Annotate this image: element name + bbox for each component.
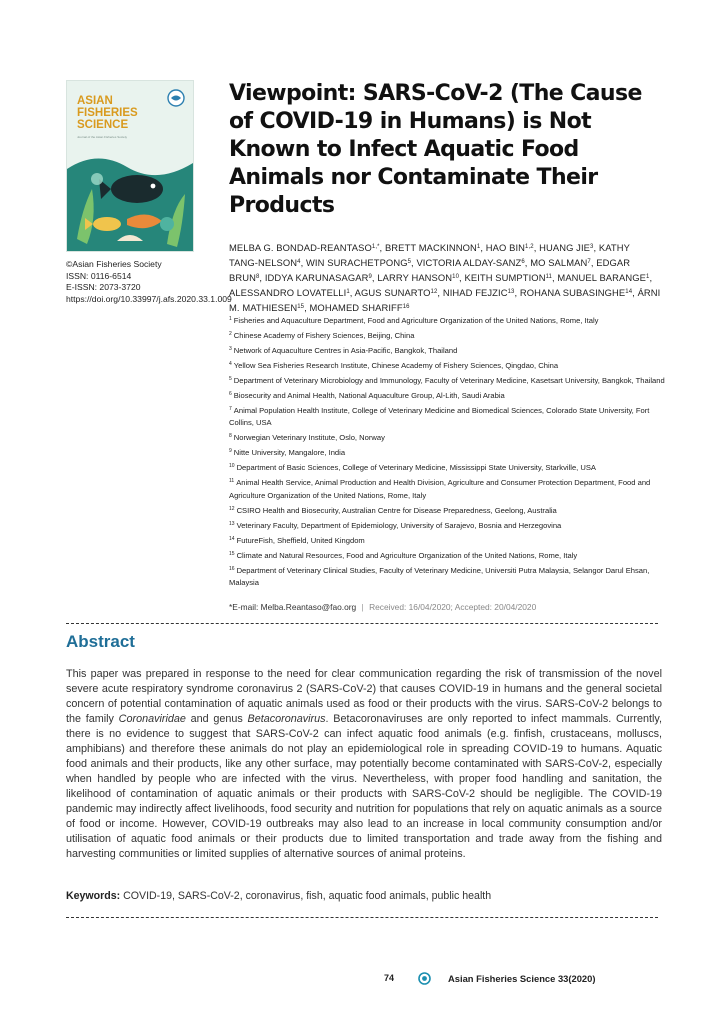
affiliation-number: 5 (229, 376, 232, 382)
affiliation-number: 2 (229, 331, 232, 337)
page-number: 74 (384, 973, 395, 983)
author-affiliation-ref: 7 (587, 259, 591, 265)
abstract-italic-term: Betacoronavirus (247, 713, 326, 725)
author-name: BRETT MACKINNON (384, 242, 477, 253)
affiliation-number: 10 (229, 463, 235, 470)
author-name: MANUEL BARANGE (557, 272, 646, 283)
affiliation-number: 16 (229, 565, 235, 572)
affiliation-text: Network of Aquaculture Centres in Asia-Pacific, Bangkok, Thailand (233, 346, 458, 355)
author-affiliation-ref: 14 (625, 289, 633, 295)
affiliation-item (229, 315, 669, 327)
keywords-line (66, 890, 491, 902)
affiliation-text: Climate and Natural Resources, Food and Agriculture Organization of the United Nations, Rome, Italy (236, 550, 578, 560)
author-list: MELBA G. BONDAD-$REANTASO^{1,*}$, BRETT MACKINNON$^1$, HAO BIN$^{1,2}$, HUANG JIE$^3$, KATHY TANG-NELSON$^4$, WIN SURACHETPONG$^5$, VICTORIA ALDAY-SANZ$^6$, MO SALMAN$^7$, EDGAR BRUN$^8$, IDDYA KARUNASAGAR$^9$, LARRY HANSON$^{10}$, KEITH SUMPTION$^{11}$, MANUEL BARANGE$^1$, ALESSANDRO LOVATELLI$^1$, AGUS SUNARTO$^{12}$, NIHAD FEJZIC$^{13}$, ROHANA SUBASINGHE$^{14}$, ÁRNI M. MATHIESEN$^{15}$, MOHAMED SHARIFF$^{16}$ (229, 242, 661, 313)
affiliation-text: CSIRO Health and Biosecurity, Australian Centre for Disease Preparedness, Geelong, Australia (236, 505, 557, 515)
journal-meta (66, 259, 232, 305)
affiliation-item (229, 477, 669, 502)
affiliation-text: Biosecurity and Animal Health, National Aquaculture Group, Al-Lith, Saudi Arabia (233, 391, 505, 400)
affiliation-number: 6 (229, 391, 232, 397)
affiliation-number: 11 (229, 478, 235, 485)
author-affiliation-ref: 3 (590, 244, 594, 250)
author-affiliation-ref: 6 (521, 259, 525, 265)
affiliation-number: 3 (229, 346, 232, 352)
author-name: ÁRNI M. MATHIESEN (229, 287, 661, 313)
society-logo-icon (167, 89, 185, 107)
affiliation-text: Animal Population Health Institute, College of Veterinary Medicine and Biomedical Sciences, Colorado State University, Fort Collins, USA (229, 406, 650, 428)
affiliation-item (229, 565, 669, 590)
abstract-segment: and genus (185, 713, 248, 725)
cover-subtitle: Journal of the Asian Fisheries Society (77, 135, 128, 139)
affiliation-text: Norwegian Veterinary Institute, Oslo, Norway (233, 433, 385, 443)
affiliation-number: 9 (229, 448, 232, 455)
page-footer (0, 970, 724, 990)
author-affiliation-ref: 13 (507, 289, 515, 295)
affiliation-text: Chinese Academy of Fishery Sciences, Beijing, China (233, 331, 415, 340)
keywords-label: Keywords: (66, 890, 121, 902)
affiliation-item (229, 447, 669, 459)
abstract-text (66, 667, 662, 862)
affiliation-text: Department of Basic Sciences, College of Veterinary Medicine, Mississippi State University, Starkville, USA (236, 463, 597, 473)
author-affiliation-ref: 4 (297, 259, 301, 265)
affiliation-item (229, 345, 669, 357)
author-name: MOHAMED SHARIFF (309, 302, 403, 313)
correspondence-line (229, 602, 536, 612)
affiliation-text: FutureFish, Sheffield, United Kingdom (236, 535, 365, 545)
affiliation-text: Department of Veterinary Clinical Studies, Faculty of Veterinary Medicine, Universiti Putra Malaysia, Selangor Darul Ehsan, Malaysia (229, 565, 650, 588)
author-name: ALESSANDRO LOVATELLI (229, 287, 347, 298)
author-name: AGUS SUNARTO (354, 287, 431, 298)
author-affiliation-ref: 15 (297, 304, 305, 310)
copyright-line: ©Asian Fisheries Society (66, 259, 162, 269)
affiliation-item (229, 360, 669, 372)
author-affiliation-ref: 9 (368, 274, 372, 280)
separator: | (361, 602, 364, 612)
correspondence-email[interactable]: *E-mail: Melba.Reantaso@fao.org (229, 602, 357, 612)
author-affiliation-ref: 10 (452, 274, 460, 280)
affiliation-item (229, 390, 669, 402)
keywords-text: COVID-19, SARS-CoV-2, coronavirus, fish, aquatic food animals, public health (123, 890, 492, 902)
author-affiliation-ref: 11 (545, 274, 552, 280)
eissn-line: E-ISSN: 2073-3720 (66, 282, 141, 293)
author-affiliation-ref: 5 (407, 259, 412, 265)
author-affiliation-ref: 1,* (371, 244, 380, 250)
affiliation-number: 8 (229, 433, 232, 440)
affiliation-number: 7 (229, 406, 232, 412)
doi-link[interactable]: https://doi.org/10.33997/j.afs.2020.33.1.009 (66, 293, 232, 304)
author-name: HAO BIN (485, 242, 526, 253)
affiliation-item (229, 520, 669, 532)
author-name: LARRY HANSON (377, 272, 453, 283)
affiliation-number: 14 (229, 535, 235, 542)
author-name: VICTORIA ALDAY-SANZ (416, 257, 522, 268)
author-affiliation-ref: 1 (346, 289, 350, 295)
affiliation-text: Yellow Sea Fisheries Research Institute, Chinese Academy of Fishery Sciences, Qingdao, China (233, 361, 559, 370)
affiliation-item (229, 405, 669, 430)
received-accepted-dates: Received: 16/04/2020; Accepted: 20/04/2020 (369, 602, 537, 612)
affiliation-text: Fisheries and Aquaculture Department, Food and Agriculture Organization of the United Nations, Rome, Italy (233, 316, 599, 325)
affiliation-item (229, 432, 669, 444)
divider-top (66, 623, 658, 624)
abstract-italic-term: Coronaviridae (118, 713, 186, 725)
author-name: WIN SURACHETPONG (305, 257, 408, 268)
affiliation-item (229, 550, 669, 562)
affiliation-item (229, 535, 669, 547)
affiliation-item (229, 330, 669, 342)
affiliation-text: Veterinary Faculty, Department of Epidemiology, University of Sarajevo, Bosnia and Herzegovina (236, 520, 562, 530)
journal-name: Asian Fisheries Science 33(2020) (448, 973, 596, 984)
paper-title: Viewpoint: SARS-CoV-2 (The Cause of COVID-19 in Humans) is Not Known to Infect Aquatic Food Animals nor Contaminate Their Products (229, 81, 642, 218)
affiliation-list (229, 315, 669, 592)
affiliation-text: Department of Veterinary Microbiology and Immunology, Faculty of Veterinary Medicine, Kasetsart University, Bangkok, Thailand (233, 376, 665, 385)
author-affiliation-ref: 16 (402, 304, 410, 310)
author-name: IDDYA KARUNASAGAR (264, 272, 369, 283)
author-name: MO SALMAN (530, 257, 588, 268)
affiliation-item (229, 462, 669, 474)
abstract-segment: This paper was prepared in response to the need for clear communication regarding the risk of transmission of the novel severe acute respiratory syndrome coronavirus 2 (SARS-CoV-2) that causes COVID-19 in humans and the general societal concern of potential contamination of aquatic animals used as food or their products with the virus. SARS-CoV-2 belongs to the family (66, 668, 662, 725)
affiliation-item (229, 505, 669, 517)
author-affiliation-ref: 1 (476, 244, 481, 250)
affiliation-number: 12 (229, 505, 235, 512)
author-name: KEITH SUMPTION (464, 272, 546, 283)
affiliation-text: Animal Health Service, Animal Production and Health Division, Agriculture and Consumer Protection Department, Food and Agriculture Organization of the United Nations, Rome, Italy (229, 478, 651, 500)
journal-cover (66, 80, 194, 252)
author-affiliation-ref: 1 (646, 274, 650, 280)
abstract-heading: Abstract (66, 632, 135, 651)
affiliation-number: 1 (229, 316, 232, 322)
divider-bottom (66, 917, 658, 918)
abstract-segment: . Betacoronaviruses are only reported to infect mammals. Currently, there is no evidence to suggest that SARS-CoV-2 can infect aquatic food animals (e.g. finfish, crustaceans, molluscs, amphibians) and therefore these animals do not play an epidemiological role in spreading COVID-19 to humans. Aquatic food animals and their products, like any other surface, may potentially become contaminated with SARS-CoV-2, especially when handled by people who are infected with the virus. Nevertheless, with proper food handling and sanitation, the likelihood of contamination of aquatic animals or their products with SARS-CoV-2 should be negligible. The COVID-19 pandemic may indirectly affect livelihoods, food security and nutrition for populations that rely on aquatic animals as a source of food or income. However, COVID-19 outbreaks may also lead to an increase in local community consumption and/or utilisation of aquatic food animals or their products due to limited transportation and trade away from the fishing and harvesting communities or limited supplies of alternative sources of animal proteins. (66, 713, 663, 860)
author-affiliation-ref: 8 (255, 274, 260, 280)
author-name: HUANG JIE (539, 242, 591, 253)
affiliation-item (229, 375, 669, 387)
author-name: EDGAR BRUN (229, 257, 631, 283)
author-affiliation-ref: 12 (430, 289, 438, 295)
affiliation-text: Nitte University, Mangalore, India (233, 448, 346, 458)
issn-line: ISSN: 0116-6514 (66, 270, 132, 281)
affiliation-number: 13 (229, 520, 235, 527)
author-affiliation-ref: 1,2 (525, 244, 534, 250)
affiliation-number: 4 (229, 361, 232, 367)
author-name: KATHY TANG-NELSON (229, 242, 630, 268)
affiliation-number: 15 (229, 550, 235, 557)
cover-illustration (67, 149, 193, 251)
target-bullet-icon (418, 972, 431, 985)
cover-title: ASIAN FISHERIES SCIENCE (77, 95, 138, 131)
author-name: ROHANA SUBASINGHE (519, 287, 626, 298)
author-name: MELBA G. BONDAD-REANTASO (229, 242, 372, 253)
author-name: NIHAD FEJZIC (442, 287, 508, 298)
